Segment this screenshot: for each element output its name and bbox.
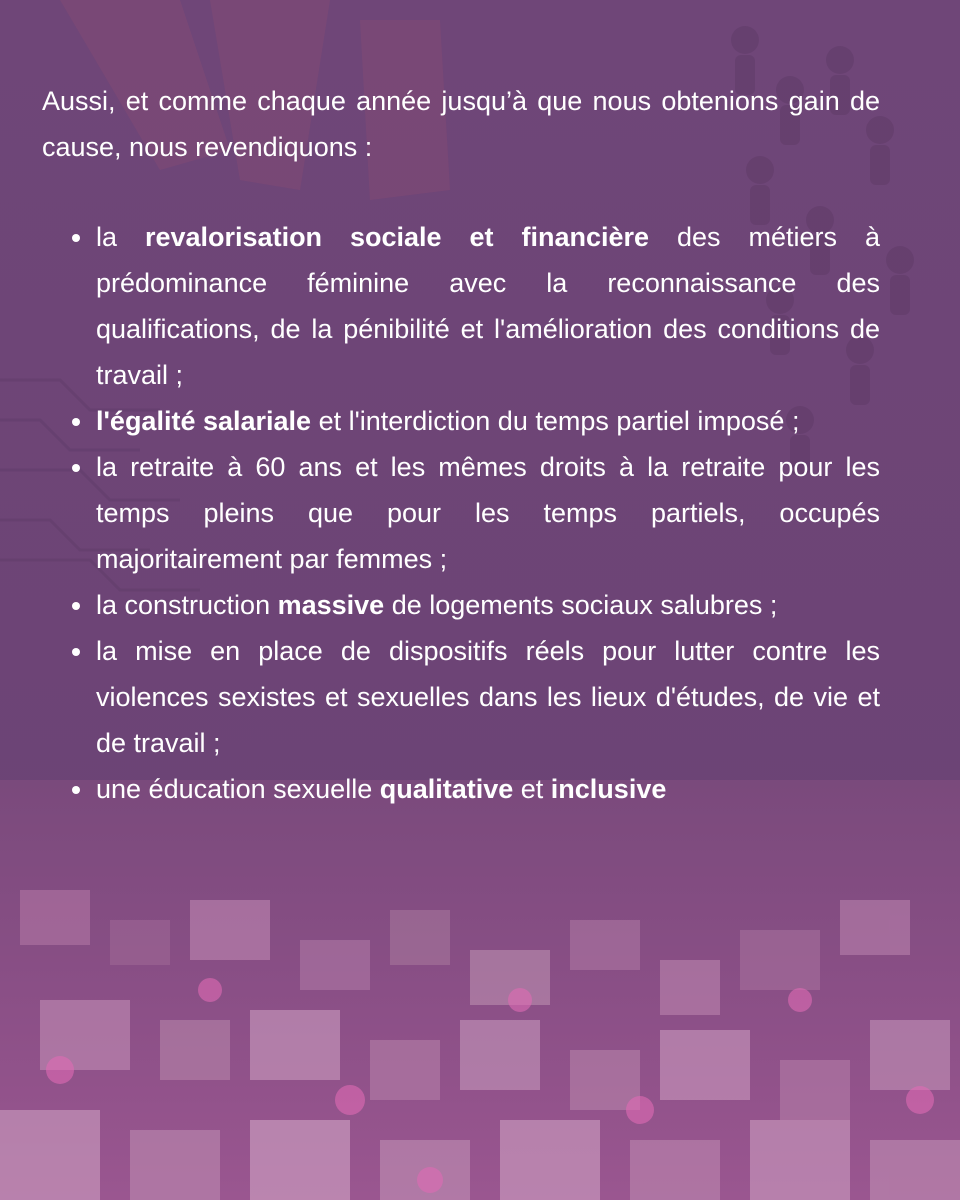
demand-emphasis: inclusive xyxy=(550,774,667,804)
demand-emphasis: qualitative xyxy=(379,774,514,804)
demand-text: des métiers à prédominance féminine avec la reconnaissance des qualifications, de la pénibilité et l'amélioration des conditions de travail ; xyxy=(96,222,880,390)
demand-text: la retraite à 60 ans et les mêmes droits à la retraite pour les temps pleins que pour les temps partiels, occupés majoritairement par femmes ; xyxy=(96,452,880,574)
bullet-icon xyxy=(72,234,80,242)
demand-list-item xyxy=(42,398,880,444)
demand-text: une éducation sexuelle xyxy=(96,774,380,804)
bullet-icon xyxy=(72,464,80,472)
demand-list-item xyxy=(42,214,880,398)
demand-list-item xyxy=(42,444,880,582)
demand-text: et l'interdiction du temps partiel imposé ; xyxy=(311,406,800,436)
bullet-icon xyxy=(72,602,80,610)
demand-emphasis: l'égalité salariale xyxy=(96,406,312,436)
main-content xyxy=(42,78,880,812)
demand-text: et xyxy=(513,774,551,804)
demand-text: la construction xyxy=(96,590,278,620)
demand-text: la mise en place de dispositifs réels pour lutter contre les violences sexistes et sexuelles dans les lieux d'études, de vie et de travail ; xyxy=(96,636,880,758)
demand-list-item xyxy=(42,766,880,812)
intro-paragraph: Aussi, et comme chaque année jusqu’à que nous obtenions gain de cause, nous revendiquons : xyxy=(42,86,880,162)
demand-emphasis: massive xyxy=(277,590,385,620)
bullet-icon xyxy=(72,648,80,656)
bullet-icon xyxy=(72,418,80,426)
bullet-icon xyxy=(72,786,80,794)
demand-text: la xyxy=(96,222,145,252)
demands-list xyxy=(42,214,880,812)
demand-emphasis: revalorisation sociale et financière xyxy=(144,222,650,252)
demand-list-item xyxy=(42,582,880,628)
demand-text: de logements sociaux salubres ; xyxy=(384,590,778,620)
demand-list-item xyxy=(42,628,880,766)
